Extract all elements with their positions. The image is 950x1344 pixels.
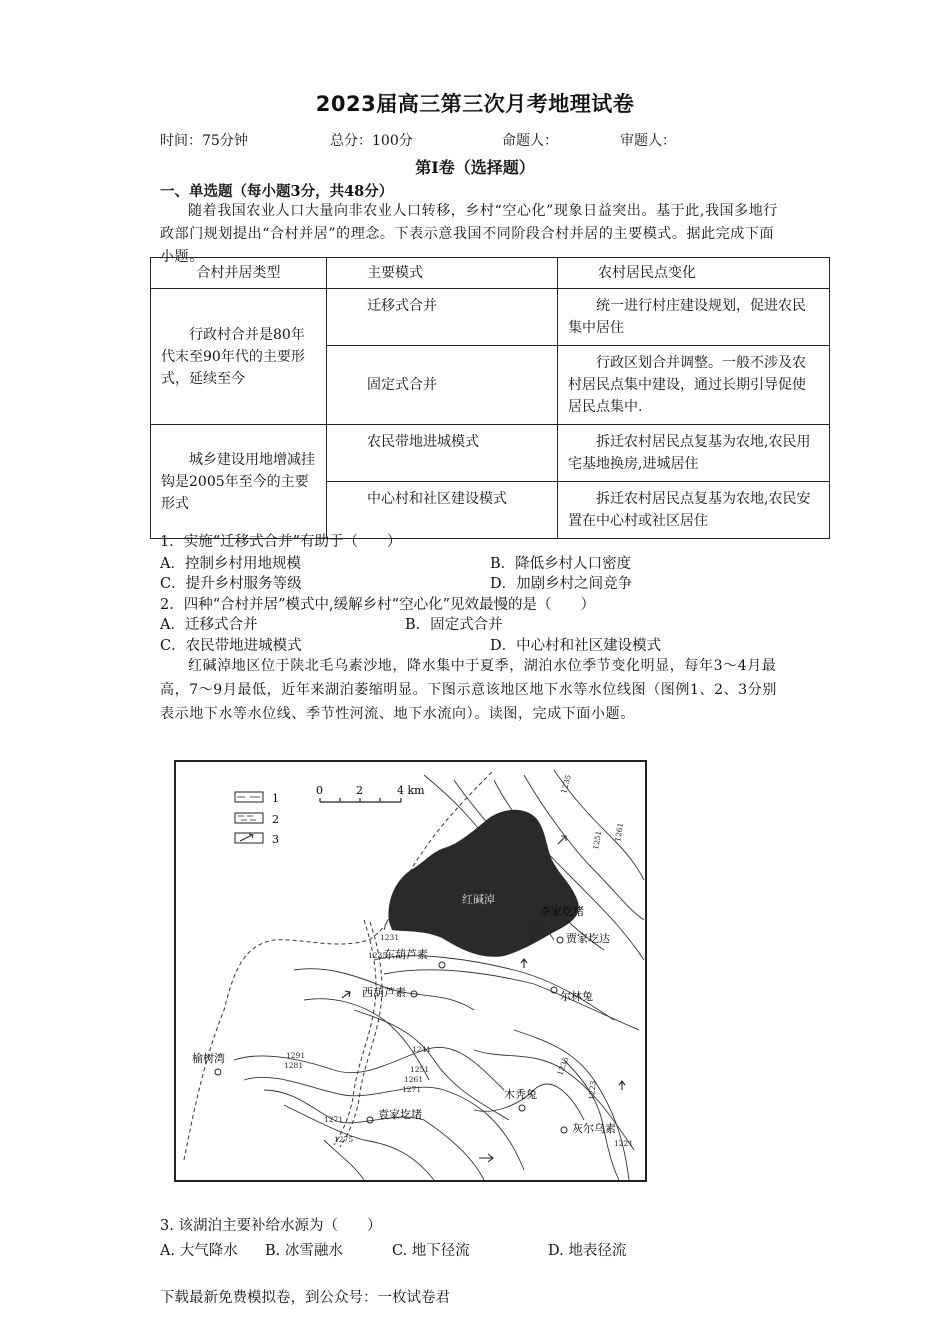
svg-text:1241: 1241 [412,1045,432,1054]
table-cell-mode: 迁移式合并 [327,289,558,346]
scale-tick-4: 4 km [397,784,425,797]
table-cell-change: 拆迁农村居民点复基为农地,农民安置在中心村或社区居住 [558,482,830,539]
scale-tick-2: 2 [356,784,363,797]
question-1-option-c: C．提升乡村服务等级 [160,576,302,592]
intro-paragraph-1: 随着我国农业人口大量向非农业人口转移，乡村“空心化”现象日益突出。基于此,我国多地行政部门规划提出“合村并居”的理念。下表示意我国不同阶段合村并居的主要模式。据此完成下面小题。 [160,203,778,265]
svg-text:1291: 1291 [286,1051,306,1060]
legend-label-3: 3 [272,833,279,846]
footer-note: 下载最新免费模拟卷，到公众号：一枚试卷君 [160,1290,450,1306]
svg-text:1281: 1281 [284,1061,304,1070]
groundwater-contour-map [174,760,647,1182]
exam-reviewer: 审题人： [620,133,676,149]
legend-label-2: 2 [272,813,279,826]
lake-label: 红碱淖 [462,893,495,906]
table-header-type: 合村并居类型 [151,258,327,289]
question-2-stem: 2．四种“合村并居”模式中,缓解乡村“空心化”见效最慢的是（ ） [160,597,595,613]
svg-text:1261: 1261 [613,821,626,843]
place-label: 西葫芦素 [362,986,406,999]
svg-text:1275: 1275 [334,1135,354,1144]
exam-time: 时间：75分钟 [160,133,248,149]
table-cell-change: 拆迁农村居民点复基为农地,农民用宅基地换房,进城居住 [558,425,830,482]
table-cell-group2-type: 城乡建设用地增减挂钩是2005年至今的主要形式 [151,425,327,539]
question-2-option-d: D．中心村和社区建设模式 [490,638,662,654]
village-merge-table [150,257,830,539]
place-label: 木秃兔 [504,1088,537,1101]
question-1-option-b: B．降低乡村人口密度 [490,556,632,572]
question-3-option-a: A. 大气降水 [160,1243,238,1259]
svg-text:1231: 1231 [380,933,400,942]
table-cell-change: 统一进行村庄建设规划，促进农民集中居住 [558,289,830,346]
question-2-option-b: B．固定式合并 [405,617,503,633]
table-cell-mode: 固定式合并 [327,346,558,425]
question-2-option-a: A．迁移式合并 [160,617,258,633]
svg-text:1271: 1271 [402,1085,422,1094]
place-label: 李家圪堵 [540,905,584,918]
place-label: 贾家圪达 [566,932,610,945]
section-heading: 一、单选题（每小题3分，共48分） [160,183,394,200]
table-cell-change: 行政区划合并调整。一般不涉及农村居民点集中建设，通过长期引导促使居民点集中. [558,346,830,425]
table-cell-mode: 农民带地进城模式 [327,425,558,482]
table-header-mode: 主要模式 [327,258,558,289]
question-3-option-b: B. 冰雪融水 [265,1243,343,1259]
svg-text:1251: 1251 [410,1065,430,1074]
question-3-stem: 3. 该湖泊主要补给水源为（ ） [160,1218,382,1234]
question-3-option-d: D. 地表径流 [548,1243,627,1259]
svg-text:1235: 1235 [559,773,573,795]
place-label: 袁家圪堵 [378,1108,422,1121]
table-cell-mode: 中心村和社区建设模式 [327,482,558,539]
question-3-option-c: C. 地下径流 [392,1243,470,1259]
table-cell-group1-type: 行政村合并是80年代末至90年代的主要形式，延续至今 [151,289,327,425]
question-1-stem: 1．实施“迁移式合并”有助于（ ） [160,534,402,550]
place-label: 灰尔乌素 [572,1122,616,1135]
question-2-option-c: C．农民带地进城模式 [160,638,302,654]
scale-tick-0: 0 [316,784,323,797]
svg-text:1221: 1221 [614,1139,634,1148]
svg-text:1223: 1223 [587,1080,598,1101]
place-label: 东葫芦素 [384,948,428,961]
exam-setter: 命题人： [502,133,558,149]
svg-text:1235: 1235 [555,1055,571,1077]
svg-text:1271: 1271 [324,1115,344,1124]
question-1-option-d: D．加剧乡村之间竞争 [490,576,633,592]
question-1-option-a: A．控制乡村用地规模 [160,556,301,572]
svg-text:1261: 1261 [404,1075,424,1084]
place-label: 尔林兔 [560,990,593,1003]
exam-title: 2023届高三第三次月考地理试卷 [315,92,635,116]
svg-text:1251: 1251 [591,829,604,851]
svg-text:1235: 1235 [368,951,388,960]
exam-score: 总分：100分 [330,133,413,149]
part-heading: 第Ⅰ卷（选择题） [415,158,535,177]
legend-label-1: 1 [272,792,279,805]
place-label: 榆树湾 [192,1052,225,1065]
intro-paragraph-2: 红碱淖地区位于陕北毛乌素沙地，降水集中于夏季，湖泊水位季节变化明显，每年3～4月最高，7～9月最低，近年来湖泊萎缩明显。下图示意该地区地下水等水位线图（图例1、2、3分别表示地下水等水位线、季节性河流、地下水流向）。读图，完成下面小题。 [160,658,777,722]
table-header-change: 农村居民点变化 [558,258,830,289]
